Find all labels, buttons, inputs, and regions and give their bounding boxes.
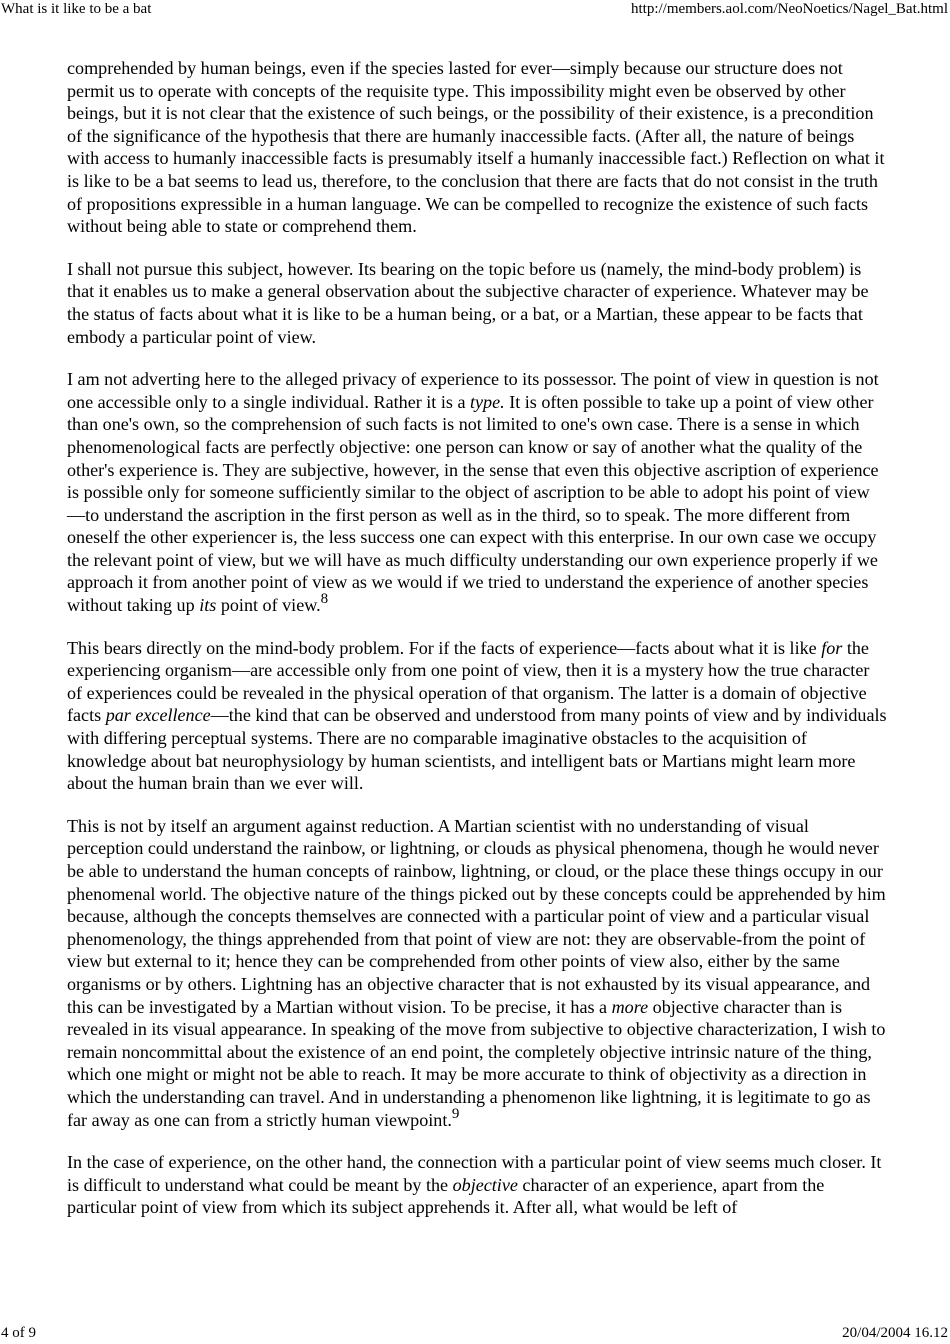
paragraph-3-text: point of view. [216,595,321,616]
paragraph-3 [67,368,887,617]
page-header-url: http://members.aol.com/NeoNoetics/Nagel_Bat.html [630,1,948,17]
paragraph-5-text: This is not by itself an argument against reduction. A Martian scientist with no understanding of visual perception could understand the rainbow, or lightning, or clouds as physical phenomena, though he would never be able to understand the human concepts of rainbow, lightning, or cloud, or the place these things occupy in our phenomenal world. The objective nature of the things picked out by these concepts could be apprehended by him because, although the concepts themselves are connected with a particular point of view and a particular visual phenomenology, the things apprehended from that point of view are not: they are observable-from the point of view but external to it; hence they can be comprehended from other points of view also, either by the same organisms or by others. Lightning has an objective character that is not exhausted by its visual appearance, and this can be investigated by a Martian without vision. To be precise, it has a [67,815,886,1017]
page-footer-datetime: 20/04/2004 16.12 [842,1325,948,1341]
footnote-ref-8[interactable]: 8 [320,591,329,608]
emphasis-objective: objective [452,1174,518,1195]
article-body [67,57,887,1239]
emphasis-par-excellence: par excellence [105,705,211,726]
paragraph-4-text: —the kind that can be observed and understood from many points of view and by individuals with differing perceptual systems. There are no comparable imaginative obstacles to the acquisition of knowledge about bat neurophysiology by human scientists, and intelligent bats or Martians might learn more about the human brain than we ever will. [67,705,887,794]
emphasis-more: more [611,996,649,1017]
paragraph-5-text: objective character than is revealed in its visual appearance. In speaking of the move from subjective to objective characterization, I wish to remain noncommittal about the existence of an end point, the completely objective intrinsic nature of the thing, which one might or might not be able to reach. It may be more accurate to think of objectivity as a direction in which the understanding can travel. And in understanding a phenomenon like lightning, it is legitimate to go as far away as one can from a strictly human viewpoint. [67,996,886,1130]
paragraph-3-text: It is often possible to take up a point of view other than one's own, so the comprehension of such facts is not limited to one's own case. There is a sense in which phenomenological facts are perfectly objective: one person can know or say of another what the quality of the other's experience is. They are subjective, however, in the sense that even this objective ascription of experience is possible only for someone sufficiently similar to the object of ascription to be able to adopt his point of view—to understand the ascription in the first person as well as in the third, so to speak. The more different from oneself the other experiencer is, the less success one can expect with this enterprise. In our own case we occupy the relevant point of view, but we will have as much difficulty understanding our own experience properly if we approach it from another point of view as we would if we tried to understand the experience of another species without taking up [67,391,879,616]
emphasis-type: type. [470,391,505,412]
paragraph-2: I shall not pursue this subject, however. Its bearing on the topic before us (namely, the mind-body problem) is that it enables us to make a general observation about the subjective character of experience. Whatever may be the status of facts about what it is like to be a human being, or a bat, or a Martian, these appear to be facts that embody a particular point of view. [67,258,869,347]
emphasis-its: its [199,595,217,616]
paragraph-3-text: I am not adverting here to the alleged privacy of experience to its possessor. The point of view in question is not one accessible only to a single individual. Rather it is a [67,369,879,412]
footnote-ref-9[interactable]: 9 [451,1105,460,1122]
paragraph-6-text: In the case of experience, on the other hand, the connection with a particular point of view seems much closer. It is difficult to understand what could be meant by the [67,1152,882,1195]
page-footer-page-number: 4 of 9 [1,1325,36,1341]
paragraph-6-text: character of an experience, apart from the particular point of view from which its subject apprehends it. After all, what would be left of [67,1174,825,1218]
page-header-title: What is it like to be a bat [1,1,152,17]
paragraph-4 [67,637,887,795]
paragraph-5 [67,815,887,1131]
paragraph-1: comprehended by human beings, even if the species lasted for ever—simply because our structure does not permit us to operate with concepts of the requisite type. This impossibility might even be observed by other beings, but it is not clear that the existence of such beings, or the possibility of their existence, is a precondition of the significance of the hypothesis that there are humanly inaccessible facts. (After all, the nature of beings with access to humanly inaccessible facts is presumably itself a humanly inaccessible fact.) Reflection on what it is like to be a bat seems to lead us, therefore, to the conclusion that there are facts that do not consist in the truth of propositions expressible in a human language. We can be compelled to recognize the existence of such facts without being able to state or comprehend them. [67,58,885,237]
paragraph-6 [67,1151,887,1219]
emphasis-for: for [821,637,843,658]
paragraph-4-text: the experiencing organism—are accessible only from one point of view, then it is a mystery how the true character of experiences could be revealed in the physical operation of that organism. The latter is a domain of objective facts [67,637,870,726]
paragraph-4-text: This bears directly on the mind-body problem. For if the facts of experience—facts about what it is like [67,637,822,658]
